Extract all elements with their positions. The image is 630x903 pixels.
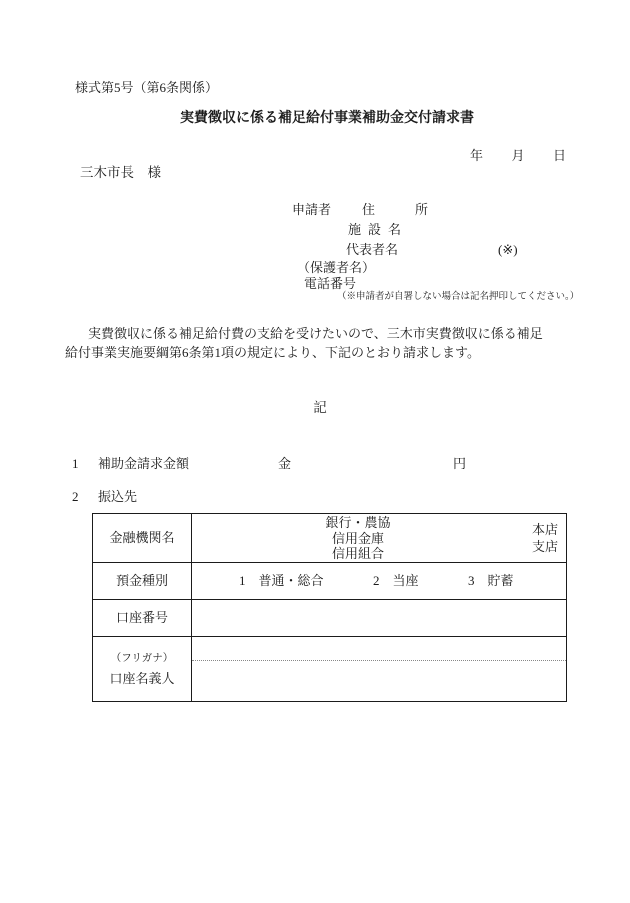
date-year-label: 年 [470, 148, 484, 163]
furigana-label: （フリガナ） [110, 653, 174, 664]
applicant-label: 申請者 [292, 202, 332, 217]
deposit-type-row [93, 563, 566, 600]
deposit-option-ordinary: 1 普通・総合 [239, 573, 324, 588]
form-number: 様式第5号（第6条関係） [75, 80, 219, 95]
item-subsidy-amount [70, 457, 490, 473]
item2-label: 振込先 [98, 489, 138, 504]
deposit-type-cell [192, 563, 566, 599]
account-number-row [93, 600, 566, 637]
holder-name-label: 口座名義人 [109, 671, 175, 686]
date-line [470, 149, 566, 163]
deposit-option-savings: 3 貯蓄 [468, 573, 514, 588]
date-day-label: 日 [552, 148, 566, 163]
address-char-2: 所 [414, 202, 428, 217]
body-paragraph [65, 324, 568, 362]
facility-char-1: 施 [348, 222, 362, 237]
bank-type-options [192, 515, 524, 562]
date-month-label: 月 [511, 148, 525, 163]
furigana-divider-line [192, 660, 566, 661]
branch-branch-office: 支店 [531, 539, 558, 554]
body-line-2: 給付事業実施要綱第6条第1項の規定により、下記のとおり請求します。 [65, 345, 480, 360]
account-holder-row [93, 637, 566, 701]
branch-head-office: 本店 [531, 522, 558, 537]
deposit-type-label: 預金種別 [93, 563, 192, 599]
document-title: 実費徴収に係る補足給付事業補助金交付請求書 [180, 111, 474, 126]
facility-char-3: 名 [387, 222, 401, 237]
account-number-label: 口座番号 [93, 600, 192, 636]
branch-type-options [532, 521, 558, 555]
account-holder-value-cell [192, 637, 566, 701]
amount-suffix-yen: 円 [453, 456, 467, 471]
address-char-1: 住 [362, 202, 376, 217]
representative-seal-mark: (※) [498, 242, 518, 257]
bank-type-bank-jA: 銀行・農協 [325, 514, 391, 530]
bank-name-cell [192, 514, 566, 562]
facility-name-label [348, 223, 401, 237]
addressee: 三木市長 様 [80, 165, 161, 180]
bank-type-credit-union: 信用組合 [331, 545, 384, 561]
applicant-address-label [362, 203, 428, 217]
facility-char-2: 設 [367, 222, 381, 237]
bank-type-shinkin: 信用金庫 [331, 530, 384, 546]
item1-number: 1 [72, 456, 79, 471]
item2-number: 2 [72, 489, 79, 504]
item-transfer-destination [70, 490, 490, 506]
deposit-option-current: 2 当座 [373, 573, 419, 588]
guardian-name-label: （保護者名） [297, 260, 376, 275]
transfer-destination-table [92, 513, 567, 702]
item1-label: 補助金請求金額 [98, 456, 190, 471]
amount-prefix-kin: 金 [278, 456, 292, 471]
account-number-value-cell [192, 600, 566, 636]
phone-number-label: 電話番号 [304, 276, 357, 291]
ki-heading: 記 [313, 400, 327, 415]
account-holder-label [93, 637, 192, 701]
bank-name-row [93, 514, 566, 563]
body-line-1: 実費徴収に係る補足給付費の支給を受けたいので、三木市実費徴収に係る補足 [88, 326, 543, 341]
bank-name-label: 金融機関名 [93, 514, 192, 562]
signature-note: （※申請者が自署しない場合は記名押印してください。） [337, 292, 580, 302]
representative-name-label: 代表者名 [346, 242, 399, 257]
